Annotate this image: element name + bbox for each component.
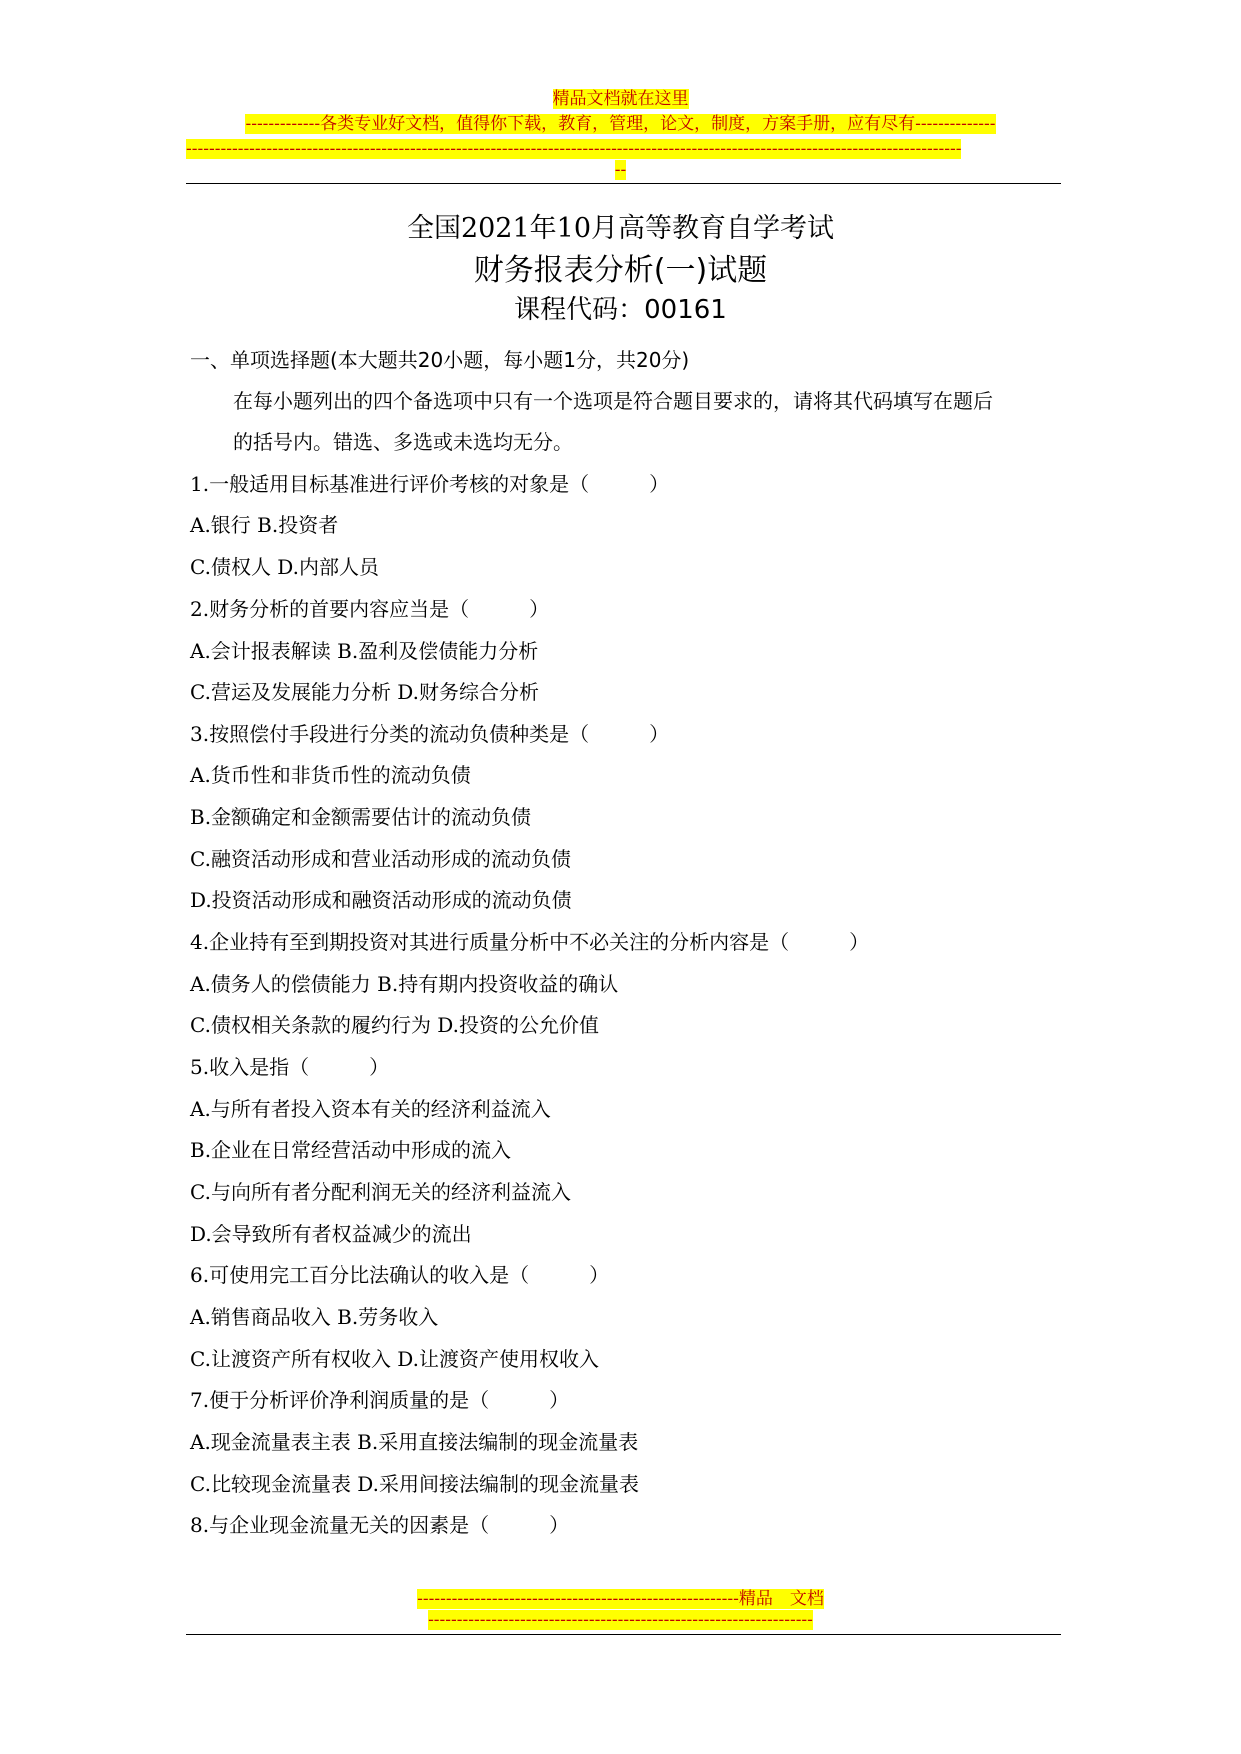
footer-divider xyxy=(186,1634,1061,1635)
question-option: A.销售商品收入 B.劳务收入 xyxy=(190,1305,439,1329)
course-code: 课程代码：00161 xyxy=(514,295,727,325)
subject-title: 财务报表分析(一)试题 xyxy=(473,253,768,288)
question-stem: 2.财务分析的首要内容应当是（ ） xyxy=(190,597,550,621)
question-stem: 3.按照偿付手段进行分类的流动负债种类是（ ） xyxy=(190,722,670,746)
question-stem: 1.一般适用目标基准进行评价考核的对象是（ ） xyxy=(190,472,670,496)
question-option: C.融资活动形成和营业活动形成的流动负债 xyxy=(190,847,571,871)
exam-title: 全国2021年10月高等教育自学考试 xyxy=(406,213,835,244)
question-stem: 8.与企业现金流量无关的因素是（ ） xyxy=(190,1513,570,1537)
question-option: A.债务人的偿债能力 B.持有期内投资收益的确认 xyxy=(190,972,619,996)
question-option: B.企业在日常经营活动中形成的流入 xyxy=(190,1138,512,1162)
header-banner-title: 精品文档就在这里 xyxy=(552,89,689,109)
section-instruction-2: 的括号内。错选、多选或未选均无分。 xyxy=(233,430,573,454)
header-dash-tail: -- xyxy=(614,160,627,180)
question-option: A.会计报表解读 B.盈利及偿债能力分析 xyxy=(190,639,539,663)
question-option: D.投资活动形成和融资活动形成的流动负债 xyxy=(190,888,572,912)
question-option: C.债权相关条款的履约行为 D.投资的公允价值 xyxy=(190,1013,599,1037)
question-option: C.比较现金流量表 D.采用间接法编制的现金流量表 xyxy=(190,1472,639,1496)
question-stem: 7.便于分析评价净利润质量的是（ ） xyxy=(190,1388,570,1412)
question-option: A.现金流量表主表 B.采用直接法编制的现金流量表 xyxy=(190,1430,639,1454)
question-stem: 6.可使用完工百分比法确认的收入是（ ） xyxy=(190,1263,610,1287)
question-option: D.会导致所有者权益减少的流出 xyxy=(190,1222,472,1246)
question-option: C.与向所有者分配利润无关的经济利益流入 xyxy=(190,1180,571,1204)
header-dash-line: --------------------------------------------------------------------------------------------------------------------------------------- xyxy=(186,139,962,159)
question-option: A.货币性和非货币性的流动负债 xyxy=(190,763,471,787)
header-banner-slogan: -------------各类专业好文档，值得你下载，教育，管理，论文，制度，方案手册，应有尽有-------------- xyxy=(245,114,996,134)
question-option: A.与所有者投入资本有关的经济利益流入 xyxy=(190,1097,551,1121)
question-option: C.债权人 D.内部人员 xyxy=(190,555,379,579)
question-option: A.银行 B.投资者 xyxy=(190,513,339,537)
question-option: C.营运及发展能力分析 D.财务综合分析 xyxy=(190,680,539,704)
footer-banner: --------------------------------------------------------精品 文档 xyxy=(417,1589,824,1609)
question-option: B.金额确定和金额需要估计的流动负债 xyxy=(190,805,532,829)
question-stem: 5.收入是指（ ） xyxy=(190,1055,390,1079)
footer-dash-line: ------------------------------------------------------------------- xyxy=(428,1610,813,1630)
question-stem: 4.企业持有至到期投资对其进行质量分析中不必关注的分析内容是（ ） xyxy=(190,930,870,954)
header-divider xyxy=(186,183,1061,184)
question-option: C.让渡资产所有权收入 D.让渡资产使用权收入 xyxy=(190,1347,599,1371)
section-heading: 一、单项选择题(本大题共20小题，每小题1分，共20分) xyxy=(190,348,690,372)
section-instruction-1: 在每小题列出的四个备选项中只有一个选项是符合题目要求的，请将其代码填写在题后 xyxy=(233,389,993,413)
